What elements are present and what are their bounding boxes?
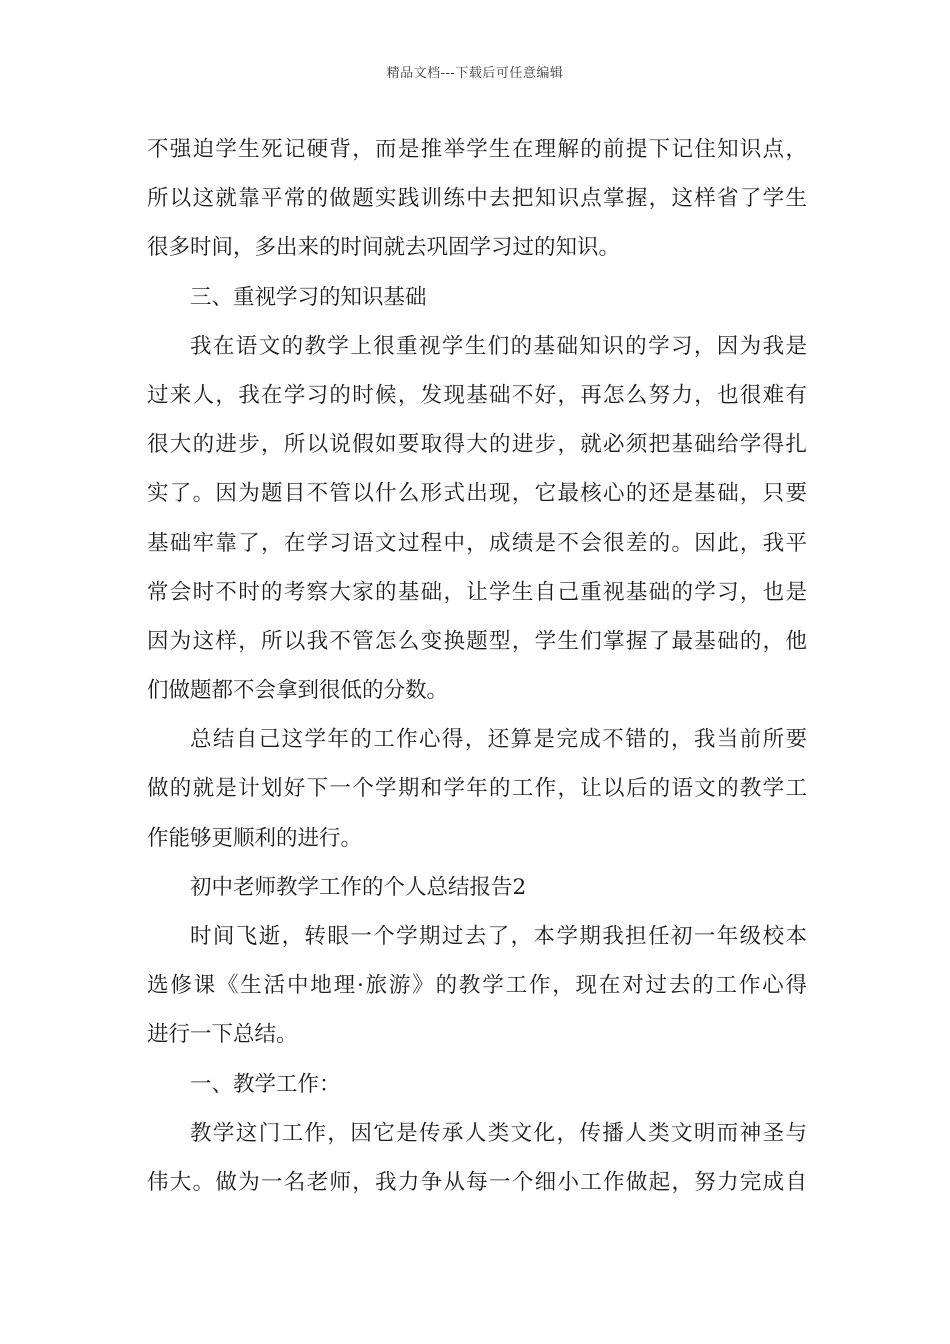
paragraph <box>147 1060 807 1109</box>
text-line: 因为这样，所以我不管怎么变换题型，学生们掌握了最基础的，他 <box>147 628 807 654</box>
text-line: 不强迫学生死记硬背，而是推举学生在理解的前提下记住知识点， <box>147 137 807 162</box>
paragraph <box>147 273 807 322</box>
text-line: 总结自己这学年的工作心得，还算是完成不错的，我当前所要 <box>190 727 807 753</box>
text-line: 教学这门工作，因它是传承人类文化，传播人类文明而神圣与 <box>190 1120 807 1146</box>
document-body <box>147 125 807 1207</box>
text-line: 进行一下总结。 <box>147 1022 298 1048</box>
text-line: 选修课《生活中地理·旅游》的教学工作，现在对过去的工作心得 <box>147 973 807 999</box>
paragraph <box>147 912 807 1060</box>
text-line: 实了。因为题目不管以什么形式出现，它最核心的还是基础，只要 <box>147 481 807 507</box>
text-line: 我在语文的教学上很重视学生们的基础知识的学习，因为我是 <box>190 333 807 359</box>
text-line: 过来人，我在学习的时候，发现基础不好，再怎么努力，也很难有 <box>147 382 807 408</box>
text-line: 时间飞逝，转眼一个学期过去了，本学期我担任初一年级校本 <box>190 924 807 949</box>
text-line: 伟大。做为一名老师，我力争从每一个细小工作做起，努力完成自 <box>147 1169 807 1195</box>
text-line: 很多时间，多出来的时间就去巩固学习过的知识。 <box>147 235 621 261</box>
paragraph <box>147 125 807 273</box>
text-line: 基础牢靠了，在学习语文过程中，成绩是不会很差的。因此，我平 <box>147 530 807 556</box>
paragraph <box>147 715 807 863</box>
text-line: 三、重视学习的知识基础 <box>190 284 427 310</box>
text-line: 常会时不时的考察大家的基础，让学生自己重视基础的学习，也是 <box>147 579 807 605</box>
text-line: 作能够更顺利的进行。 <box>147 825 363 851</box>
text-line: 所以这就靠平常的做题实践训练中去把知识点掌握，这样省了学生 <box>147 186 807 212</box>
text-line: 做的就是计划好下一个学期和学年的工作，让以后的语文的教学工 <box>147 776 807 802</box>
paragraph <box>147 863 807 912</box>
text-line: 一、教学工作： <box>190 1071 341 1097</box>
text-line: 很大的进步，所以说假如要取得大的进步，就必须把基础给学得扎 <box>147 432 807 458</box>
paragraph <box>147 322 807 716</box>
page-header: 精品文档---下载后可任意编辑 <box>386 66 564 81</box>
paragraph <box>147 1109 807 1207</box>
text-line: 初中老师教学工作的个人总结报告2 <box>190 874 527 900</box>
text-line: 们做题都不会拿到很低的分数。 <box>147 678 449 704</box>
